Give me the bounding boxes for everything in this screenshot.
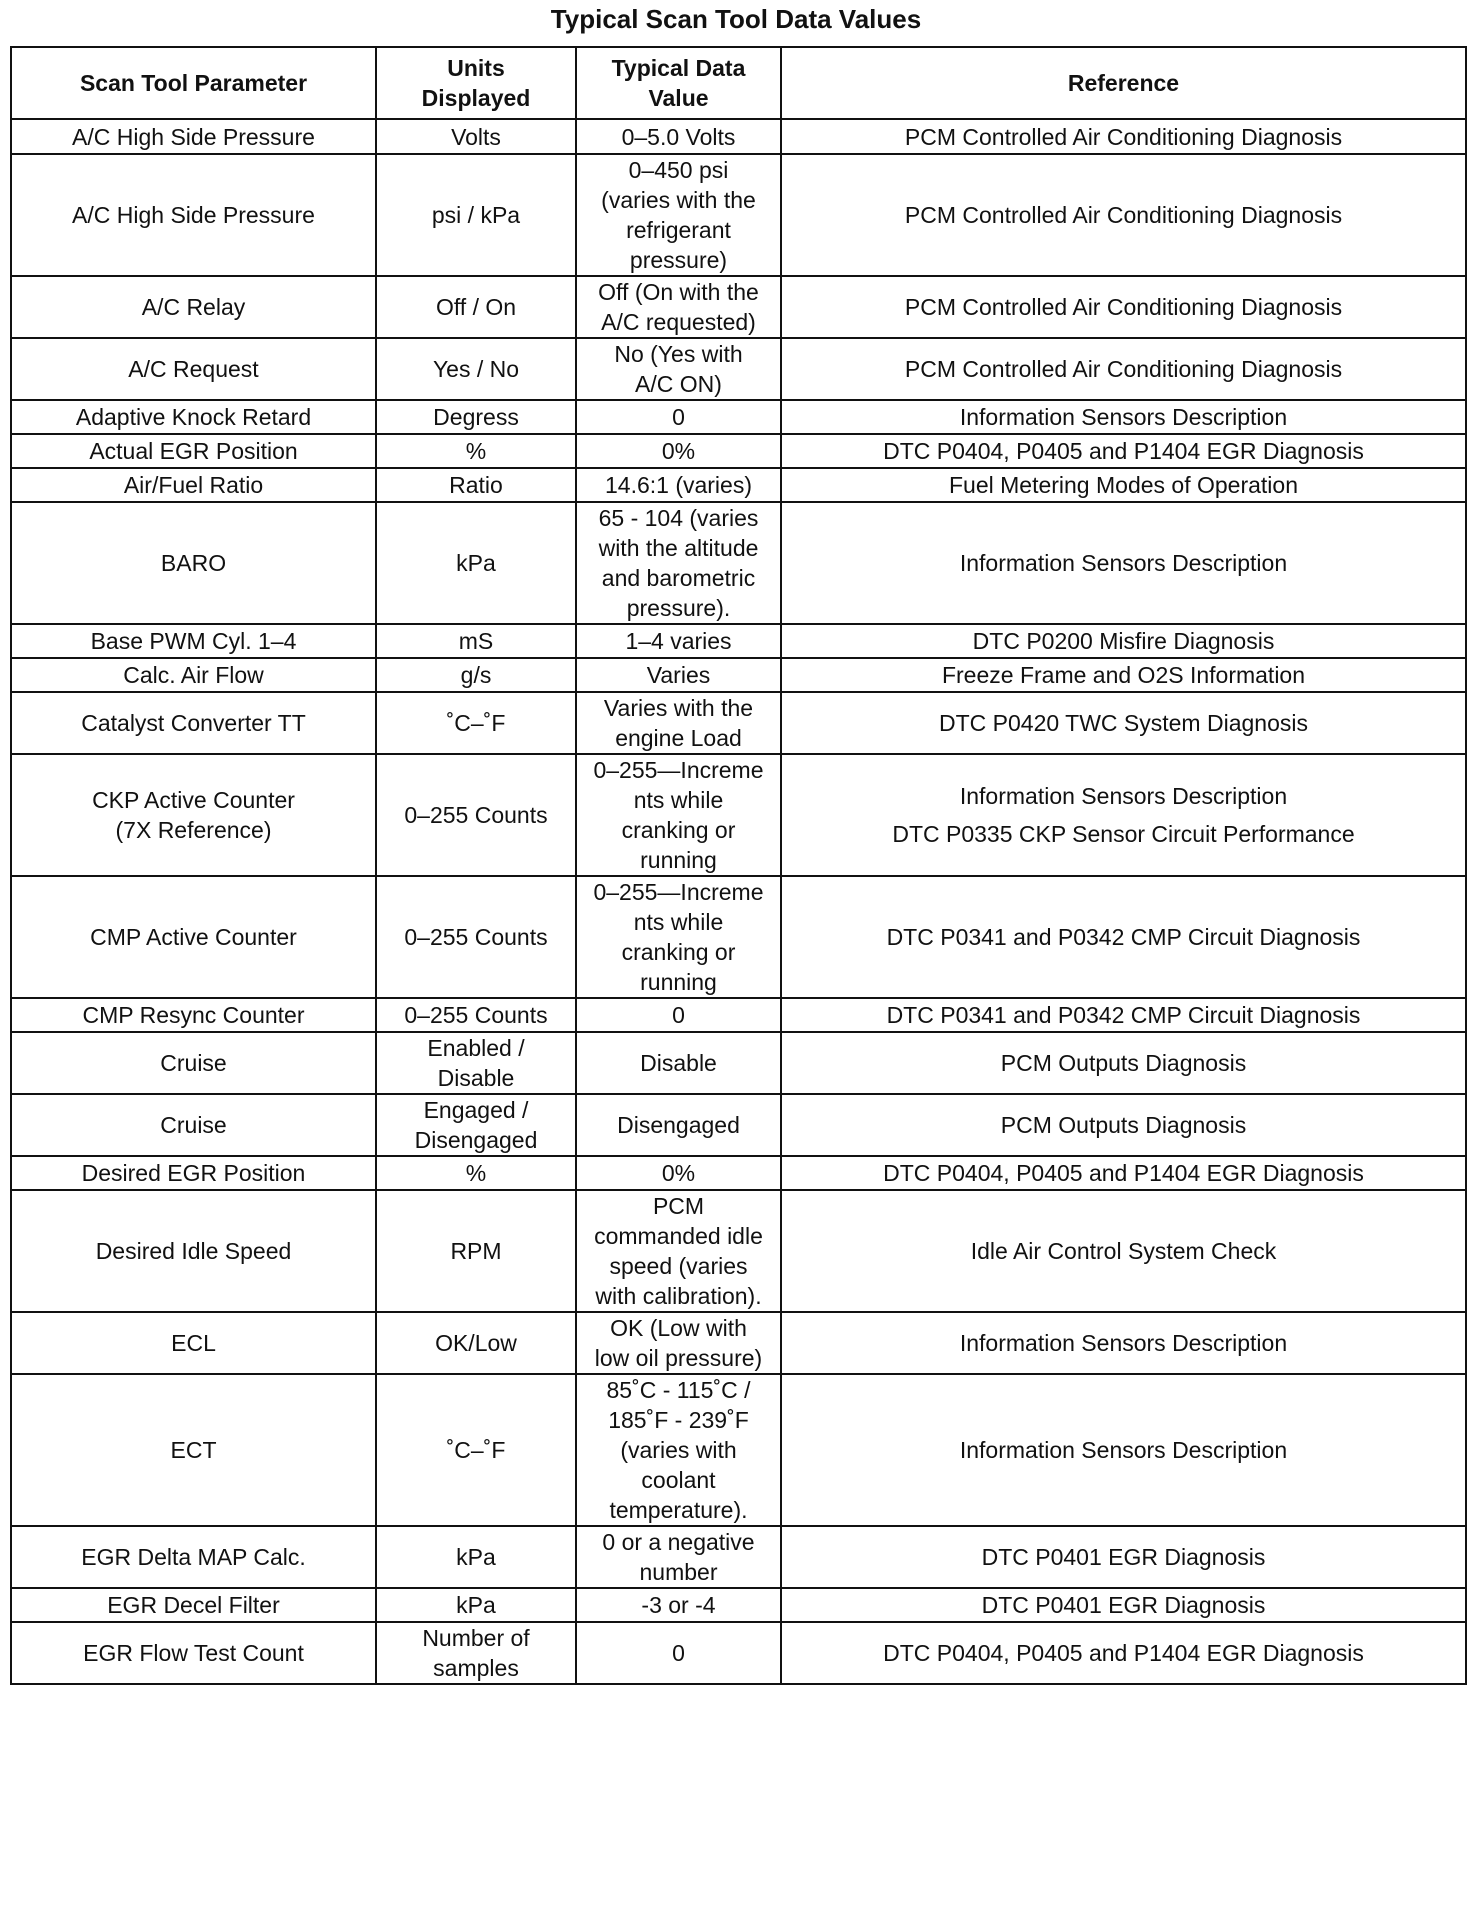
cell-typical-value [576,1094,781,1156]
cell-units [376,1190,576,1312]
cell-reference [781,1588,1466,1622]
cell-reference-line: DTC P0335 CKP Sensor Circuit Performance [892,821,1355,847]
cell-parameter-line: (7X Reference) [115,817,272,843]
table-row [11,692,1466,754]
cell-typical-value [576,400,781,434]
cell-typical-value-line: coolant [641,1467,716,1493]
cell-typical-value-line: 85˚C - 115˚C / [606,1377,751,1403]
table-body [11,119,1466,1684]
cell-parameter [11,1032,376,1094]
cell-units-line: RPM [450,1238,502,1264]
cell-typical-value [576,154,781,276]
cell-reference-line: PCM Controlled Air Conditioning Diagnosis [904,123,1343,150]
cell-typical-value [576,1190,781,1312]
cell-typical-value-line: Varies [646,662,711,688]
cell-typical-value-line: speed (varies [609,1253,748,1279]
cell-reference-line: DTC P0404, P0405 and P1404 EGR Diagnosis [883,1640,1364,1666]
cell-typical-value-line: running [640,969,717,995]
table-row [11,502,1466,624]
cell-typical-value-line: 0 [672,1002,685,1028]
cell-typical-value-line: -3 or -4 [641,1592,716,1618]
cell-typical-value-line: engine Load [615,725,742,751]
cell-reference-line: Fuel Metering Modes of Operation [948,472,1298,498]
cell-typical-value-line: temperature). [609,1497,748,1523]
cell-units [376,1032,576,1094]
cell-typical-value [576,1526,781,1588]
table-row [11,338,1466,400]
cell-parameter [11,276,376,338]
table-row [11,154,1466,276]
cell-units-line: Yes / No [432,356,520,382]
page-title: Typical Scan Tool Data Values [550,4,922,34]
cell-reference [781,502,1466,624]
table-row [11,1312,1466,1374]
cell-typical-value-line: No (Yes with [614,341,743,367]
cell-parameter-line: BARO [160,550,227,576]
cell-parameter [11,1526,376,1588]
cell-units-line: samples [433,1655,519,1681]
cell-typical-value [576,754,781,876]
header-units-displayed [376,47,576,119]
cell-typical-value-line: nts while [633,787,724,813]
cell-units [376,998,576,1032]
cell-units [376,119,576,154]
cell-typical-value-line: nts while [633,909,724,935]
cell-parameter-line: CMP Resync Counter [82,1002,305,1028]
cell-typical-value-line: 0 [672,404,685,430]
cell-units-line: Engaged / [423,1097,529,1123]
cell-units [376,1312,576,1374]
cell-units [376,502,576,624]
cell-typical-value-line: commanded idle [594,1223,763,1249]
cell-typical-value-line: 0–5.0 Volts [621,123,736,150]
table-row [11,1190,1466,1312]
cell-typical-value-line: low oil pressure) [594,1345,763,1371]
table-row [11,1032,1466,1094]
cell-reference [781,400,1466,434]
cell-reference [781,754,1466,876]
cell-units-line: mS [458,628,494,654]
cell-reference-line: DTC P0341 and P0342 CMP Circuit Diagnosis [886,1002,1361,1028]
cell-units-line: kPa [456,550,496,576]
cell-typical-value [576,119,781,154]
cell-units-line: g/s [460,662,492,688]
cell-units [376,692,576,754]
cell-typical-value-line: A/C ON) [635,371,722,397]
cell-reference [781,434,1466,468]
cell-typical-value [576,1156,781,1190]
cell-reference [781,1526,1466,1588]
cell-typical-value-line: 0–255—Increme [593,879,764,905]
cell-reference-line: DTC P0404, P0405 and P1404 EGR Diagnosis [883,438,1364,464]
header-units-line: Units [447,55,505,81]
cell-reference [781,624,1466,658]
cell-parameter-line: Cruise [160,1050,227,1076]
cell-parameter-line: Adaptive Knock Retard [75,404,312,430]
cell-units [376,468,576,502]
cell-units [376,154,576,276]
cell-reference [781,1032,1466,1094]
cell-units [376,876,576,998]
cell-parameter-line: A/C Relay [141,294,246,320]
cell-typical-value-line: 0% [661,1160,696,1186]
cell-parameter [11,468,376,502]
header-units-line: Displayed [421,85,531,111]
cell-parameter-line: Desired Idle Speed [95,1238,292,1264]
cell-reference-line: Information Sensors Description [959,404,1288,430]
scan-tool-data-table [10,46,1467,1685]
cell-typical-value [576,1312,781,1374]
cell-reference-line: DTC P0420 TWC System Diagnosis [939,710,1308,736]
cell-typical-value-line: 0 [672,1640,685,1666]
cell-parameter [11,434,376,468]
cell-typical-value [576,338,781,400]
cell-units-line: 0–255 Counts [404,1002,548,1028]
cell-parameter [11,1094,376,1156]
cell-reference-line: PCM Controlled Air Conditioning Diagnosis [904,202,1343,228]
cell-reference-line: DTC P0401 EGR Diagnosis [981,1592,1266,1618]
cell-parameter [11,1190,376,1312]
cell-parameter-line: EGR Flow Test Count [83,1640,304,1666]
cell-reference [781,154,1466,276]
header-reference: Reference [781,47,1466,119]
table-row [11,754,1466,876]
cell-typical-value-line: (varies with the [601,187,756,213]
table-row [11,276,1466,338]
cell-parameter-line: ECT [170,1437,217,1463]
header-scan-tool-parameter: Scan Tool Parameter [11,47,376,119]
cell-parameter [11,1588,376,1622]
cell-typical-value-line: running [640,847,717,873]
cell-parameter [11,998,376,1032]
cell-parameter-line: CMP Active Counter [90,924,297,950]
table-header-row [11,47,1466,119]
cell-typical-value [576,434,781,468]
cell-parameter [11,692,376,754]
cell-units-line: ˚C–˚F [446,1437,506,1463]
cell-typical-value-line: 1–4 varies [625,628,732,654]
cell-typical-value [576,998,781,1032]
table-row [11,468,1466,502]
cell-parameter-line: CKP Active Counter [92,787,295,813]
header-typical-data-value [576,47,781,119]
cell-typical-value [576,658,781,692]
cell-typical-value-line: 0–255—Increme [593,757,764,783]
table-row [11,876,1466,998]
table-row [11,1526,1466,1588]
cell-parameter [11,1622,376,1684]
cell-typical-value-line: cranking or [621,817,736,843]
cell-reference-line: Information Sensors Description [959,1330,1288,1356]
cell-parameter-line: EGR Delta MAP Calc. [81,1544,306,1570]
cell-typical-value [576,1622,781,1684]
cell-typical-value-line: 65 - 104 (varies [598,505,759,531]
cell-typical-value [576,876,781,998]
cell-reference-line: PCM Outputs Diagnosis [1000,1050,1247,1076]
cell-parameter-line: EGR Decel Filter [107,1592,280,1618]
cell-reference [781,276,1466,338]
table-row [11,624,1466,658]
cell-typical-value-line: 0% [661,438,696,464]
cell-typical-value-line: with calibration). [595,1283,762,1309]
cell-units-line: Number of [422,1625,530,1651]
cell-reference-line: DTC P0401 EGR Diagnosis [981,1544,1266,1570]
cell-units [376,338,576,400]
cell-reference [781,338,1466,400]
cell-typical-value [576,692,781,754]
cell-parameter [11,154,376,276]
cell-parameter [11,754,376,876]
cell-reference [781,998,1466,1032]
cell-parameter-line: Calc. Air Flow [123,662,264,688]
cell-units-line: Enabled / [427,1035,525,1061]
cell-units [376,434,576,468]
cell-parameter-line: Cruise [160,1112,227,1138]
cell-parameter [11,876,376,998]
cell-reference-line: Information Sensors Description [959,783,1288,809]
cell-reference-line: Information Sensors Description [959,1437,1288,1463]
cell-parameter [11,1312,376,1374]
cell-units-line: OK/Low [435,1330,517,1356]
cell-typical-value [576,624,781,658]
cell-reference [781,692,1466,754]
cell-reference-line: DTC P0404, P0405 and P1404 EGR Diagnosis [883,1160,1364,1186]
cell-reference-line: PCM Outputs Diagnosis [1000,1112,1247,1138]
cell-typical-value-line: OK (Low with [610,1315,747,1341]
cell-typical-value-line: 0–450 psi [628,157,729,183]
cell-units-line: kPa [456,1544,496,1570]
table-row [11,119,1466,154]
cell-units [376,658,576,692]
cell-typical-value-line: with the altitude [598,535,759,561]
table-row [11,1588,1466,1622]
table-row [11,434,1466,468]
cell-units [376,1094,576,1156]
cell-parameter [11,658,376,692]
cell-parameter [11,338,376,400]
cell-reference-line: Information Sensors Description [959,550,1288,576]
table-row [11,998,1466,1032]
cell-typical-value-line: Varies with the [603,695,754,721]
cell-parameter-line: Actual EGR Position [89,438,298,464]
table-row [11,658,1466,692]
cell-parameter [11,119,376,154]
cell-parameter-line: Catalyst Converter TT [81,710,306,736]
cell-parameter-line: Desired EGR Position [81,1160,306,1186]
cell-units-line: Off / On [435,294,517,320]
table-row [11,1094,1466,1156]
cell-reference-line: DTC P0341 and P0342 CMP Circuit Diagnosis [886,924,1361,950]
table-row [11,1156,1466,1190]
cell-parameter [11,1156,376,1190]
cell-reference [781,119,1466,154]
cell-units [376,400,576,434]
cell-typical-value-line: A/C requested) [601,309,756,335]
cell-reference [781,1094,1466,1156]
cell-typical-value-line: 185˚F - 239˚F [608,1407,749,1433]
cell-units-line: Disengaged [414,1127,538,1153]
cell-typical-value-line: refrigerant [626,217,731,243]
cell-parameter [11,502,376,624]
cell-units-line: 0–255 Counts [404,924,548,950]
cell-units-line: Volts [451,123,501,150]
cell-typical-value-line: Disengaged [617,1112,740,1138]
cell-units-line: Ratio [449,472,503,498]
cell-reference-line: Freeze Frame and O2S Information [941,662,1306,688]
header-value-line: Typical Data [611,55,746,81]
cell-parameter-line: A/C High Side Pressure [72,202,315,228]
cell-typical-value-line: Off (On with the [598,279,759,305]
cell-reference [781,876,1466,998]
cell-units [376,1622,576,1684]
header-value-line: Value [648,85,709,111]
cell-units [376,624,576,658]
cell-parameter-line: A/C Request [128,356,259,382]
cell-typical-value [576,276,781,338]
cell-parameter [11,624,376,658]
cell-reference [781,1156,1466,1190]
cell-typical-value-line: number [639,1559,718,1585]
cell-units-line: % [465,438,487,464]
cell-units [376,1588,576,1622]
cell-units [376,1374,576,1526]
cell-typical-value-line: Disable [640,1050,717,1076]
cell-parameter [11,400,376,434]
cell-typical-value-line: 14.6:1 (varies) [604,472,752,498]
cell-typical-value [576,502,781,624]
cell-parameter-line: Base PWM Cyl. 1–4 [90,628,297,654]
cell-typical-value-line: PCM [652,1193,705,1219]
cell-units-line: Disable [437,1065,515,1091]
cell-parameter [11,1374,376,1526]
cell-units [376,276,576,338]
cell-reference-line: PCM Controlled Air Conditioning Diagnosis [904,356,1343,382]
cell-typical-value-line: and barometric [601,565,756,591]
cell-typical-value [576,468,781,502]
cell-typical-value [576,1374,781,1526]
cell-units-line: psi / kPa [431,202,521,228]
table-row [11,400,1466,434]
cell-typical-value-line: (varies with [620,1437,737,1463]
cell-typical-value-line: cranking or [621,939,736,965]
cell-units-line: Degress [433,404,519,430]
cell-units [376,1526,576,1588]
cell-parameter-line: A/C High Side Pressure [72,123,315,150]
cell-units-line: 0–255 Counts [404,802,548,828]
cell-reference [781,1190,1466,1312]
cell-typical-value-line: pressure). [626,595,731,621]
cell-units-line: ˚C–˚F [446,710,506,736]
cell-reference [781,658,1466,692]
table-row [11,1374,1466,1526]
cell-typical-value [576,1588,781,1622]
cell-units-line: % [465,1160,487,1186]
cell-reference-line: PCM Controlled Air Conditioning Diagnosis [904,294,1343,320]
cell-reference-line: DTC P0200 Misfire Diagnosis [972,628,1275,654]
cell-typical-value-line: 0 or a negative [602,1529,755,1555]
cell-reference [781,1622,1466,1684]
cell-units [376,754,576,876]
cell-parameter-line: ECL [171,1330,216,1356]
cell-units-line: kPa [456,1592,496,1618]
cell-typical-value [576,1032,781,1094]
cell-units [376,1156,576,1190]
cell-parameter-line: Air/Fuel Ratio [123,472,264,498]
cell-typical-value-line: pressure) [629,247,728,273]
cell-reference [781,1312,1466,1374]
cell-reference-line: Idle Air Control System Check [970,1238,1277,1264]
cell-reference [781,1374,1466,1526]
cell-reference [781,468,1466,502]
table-row [11,1622,1466,1684]
